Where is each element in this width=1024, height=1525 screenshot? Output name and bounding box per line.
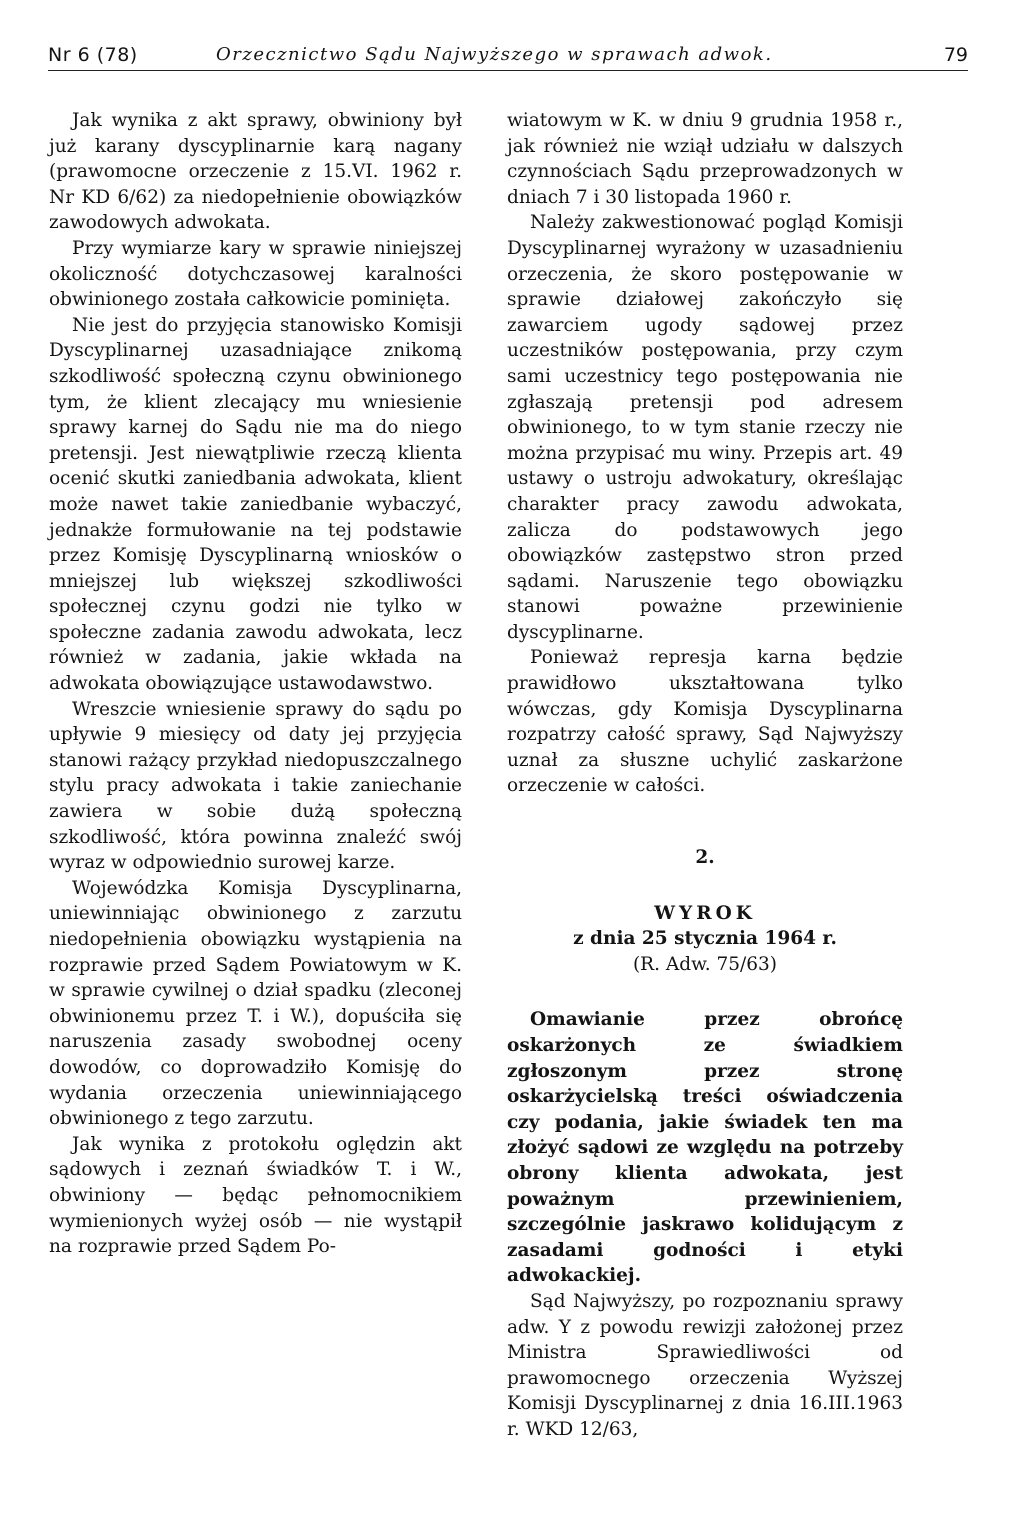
right-column <box>507 108 903 1443</box>
verdict-thesis: Omawianie przez obrońcę oskarżonych ze świadkiem zgłoszonym przez stronę oskarżycielską treści oświadczenia czy podania, jakie świadek ten ma złożyć sądowi ze względu na potrzeby obrony klienta adwokata, jest poważnym przewinieniem, szczególnie jaskrawo kolidującym z zasadami godności i etyki adwokackiej. <box>507 1009 903 1287</box>
journal-section-title: Orzecznictwo Sądu Najwyższego w sprawach adwok. <box>216 44 773 65</box>
paragraph: wiatowym w K. w dniu 9 grudnia 1958 r., jak również nie wziął udziału w dalszych czynnościach Sądu przeprowadzonych w dniach 7 i 30 listopada 1960 r. <box>507 110 903 208</box>
verdict-date: z dnia 25 stycznia 1964 r. <box>573 928 837 950</box>
paragraph: Nie jest do przyjęcia stanowisko Komisji Dyscyplinarnej uzasadniające znikomą szkodliwość społeczną czynu obwinionego tym, że klient zlecający mu wniesienie sprawy karnej do Sądu nie ma do niego pretensji. Jest niewątpliwie rzeczą klienta ocenić skutki zaniedbania adwokata, klient może nawet takie zaniedbanie wybaczyć, jednakże formułowanie na tej podstawie przez Komisję Dyscyplinarną wniosków o mniejszej lub większej szkodliwości społecznej czynu godzi nie tylko w społeczne zadania zawodu adwokata, lecz również w zadania, jakie wkłada na adwokata obowiązujące ustawodawstwo. <box>49 314 462 695</box>
paragraph: Należy zakwestionować pogląd Komisji Dyscyplinarnej wyrażony w uzasadnieniu orzeczenia, że skoro postępowanie w sprawie działowej zakończyło się zawarciem ugody sądowej przez uczestników postępowania, przy czym sami uczestnicy tego postępowania nie zgłaszają pretensji pod adresem obwinionego, to w tym stanie rzeczy nie można przypisać mu winy. Przepis art. 49 ustawy o ustroju adwokatury, określając charakter pracy zawodu adwokata, zalicza do podstawowych jego obowiązków zastępstwo stron przed sądami. Naruszenie tego obowiązku stanowi poważne przewinienie dyscyplinarne. <box>507 212 903 643</box>
left-column <box>49 108 462 1260</box>
running-header <box>48 40 968 71</box>
page-number: 79 <box>943 44 968 66</box>
paragraph: Wreszcie wniesienie sprawy do sądu po upływie 9 miesięcy od daty jej przyjęcia stanowi rażący przykład niedopuszczalnego stylu pracy adwokata i takie zaniechanie zawiera w sobie dużą społeczną szkodliwość, która powinna znaleźć swój wyraz w odpowiednio surowej karze. <box>49 698 462 874</box>
paragraph: Jak wynika z protokołu oględzin akt sądowych i zeznań świadków T. i W., obwiniony — będąc pełnomocnikiem wymienionych wyżej osób — nie wystąpił na rozprawie przed Sądem Po- <box>49 1133 462 1258</box>
issue-number: Nr 6 (78) <box>48 44 138 66</box>
paragraph: Przy wymiarze kary w sprawie niniejszej okoliczność dotychczasowej karalności obwinionego została całkowicie pominięta. <box>49 237 462 311</box>
paragraph: Sąd Najwyższy, po rozpoznaniu sprawy adw. Y z powodu rewizji założonej przez Ministra Sprawiedliwości od prawomocnego orzeczenia Wyższej Komisji Dyscyplinarnej z dnia 16.III.1963 r. WKD 12/63, <box>507 1290 903 1440</box>
section-number: 2. <box>695 847 715 869</box>
case-signature: (R. Adw. 75/63) <box>632 953 778 975</box>
paragraph: Jak wynika z akt sprawy, obwiniony był już karany dyscyplinarnie karą nagany (prawomocne orzeczenie z 15.VI. 1962 r. Nr KD 6/62) za niedopełnienie obowiązków zawodowych adwokata. <box>49 110 462 234</box>
verdict-title: WYROK <box>654 902 756 924</box>
paragraph: Wojewódzka Komisja Dyscyplinarna, uniewinniając obwinionego z zarzutu niedopełnienia obowiązku wystąpienia na rozprawie przed Sądem Powiatowym w K. w sprawie cywilnej o dział spadku (zleconej obwinionemu przez T. i W.), dopuściła się naruszenia zasady swobodnej oceny dowodów, co doprowadziło Komisję do wydania orzeczenia uniewinniającego obwinionego z tego zarzutu. <box>49 877 462 1130</box>
paragraph: Ponieważ represja karna będzie prawidłowo ukształtowana tylko wówczas, gdy Komisja Dyscyplinarna rozpatrzy całość sprawy, Sąd Najwyższy uznał za słuszne uchylić zaskarżone orzeczenie w całości. <box>507 647 903 797</box>
